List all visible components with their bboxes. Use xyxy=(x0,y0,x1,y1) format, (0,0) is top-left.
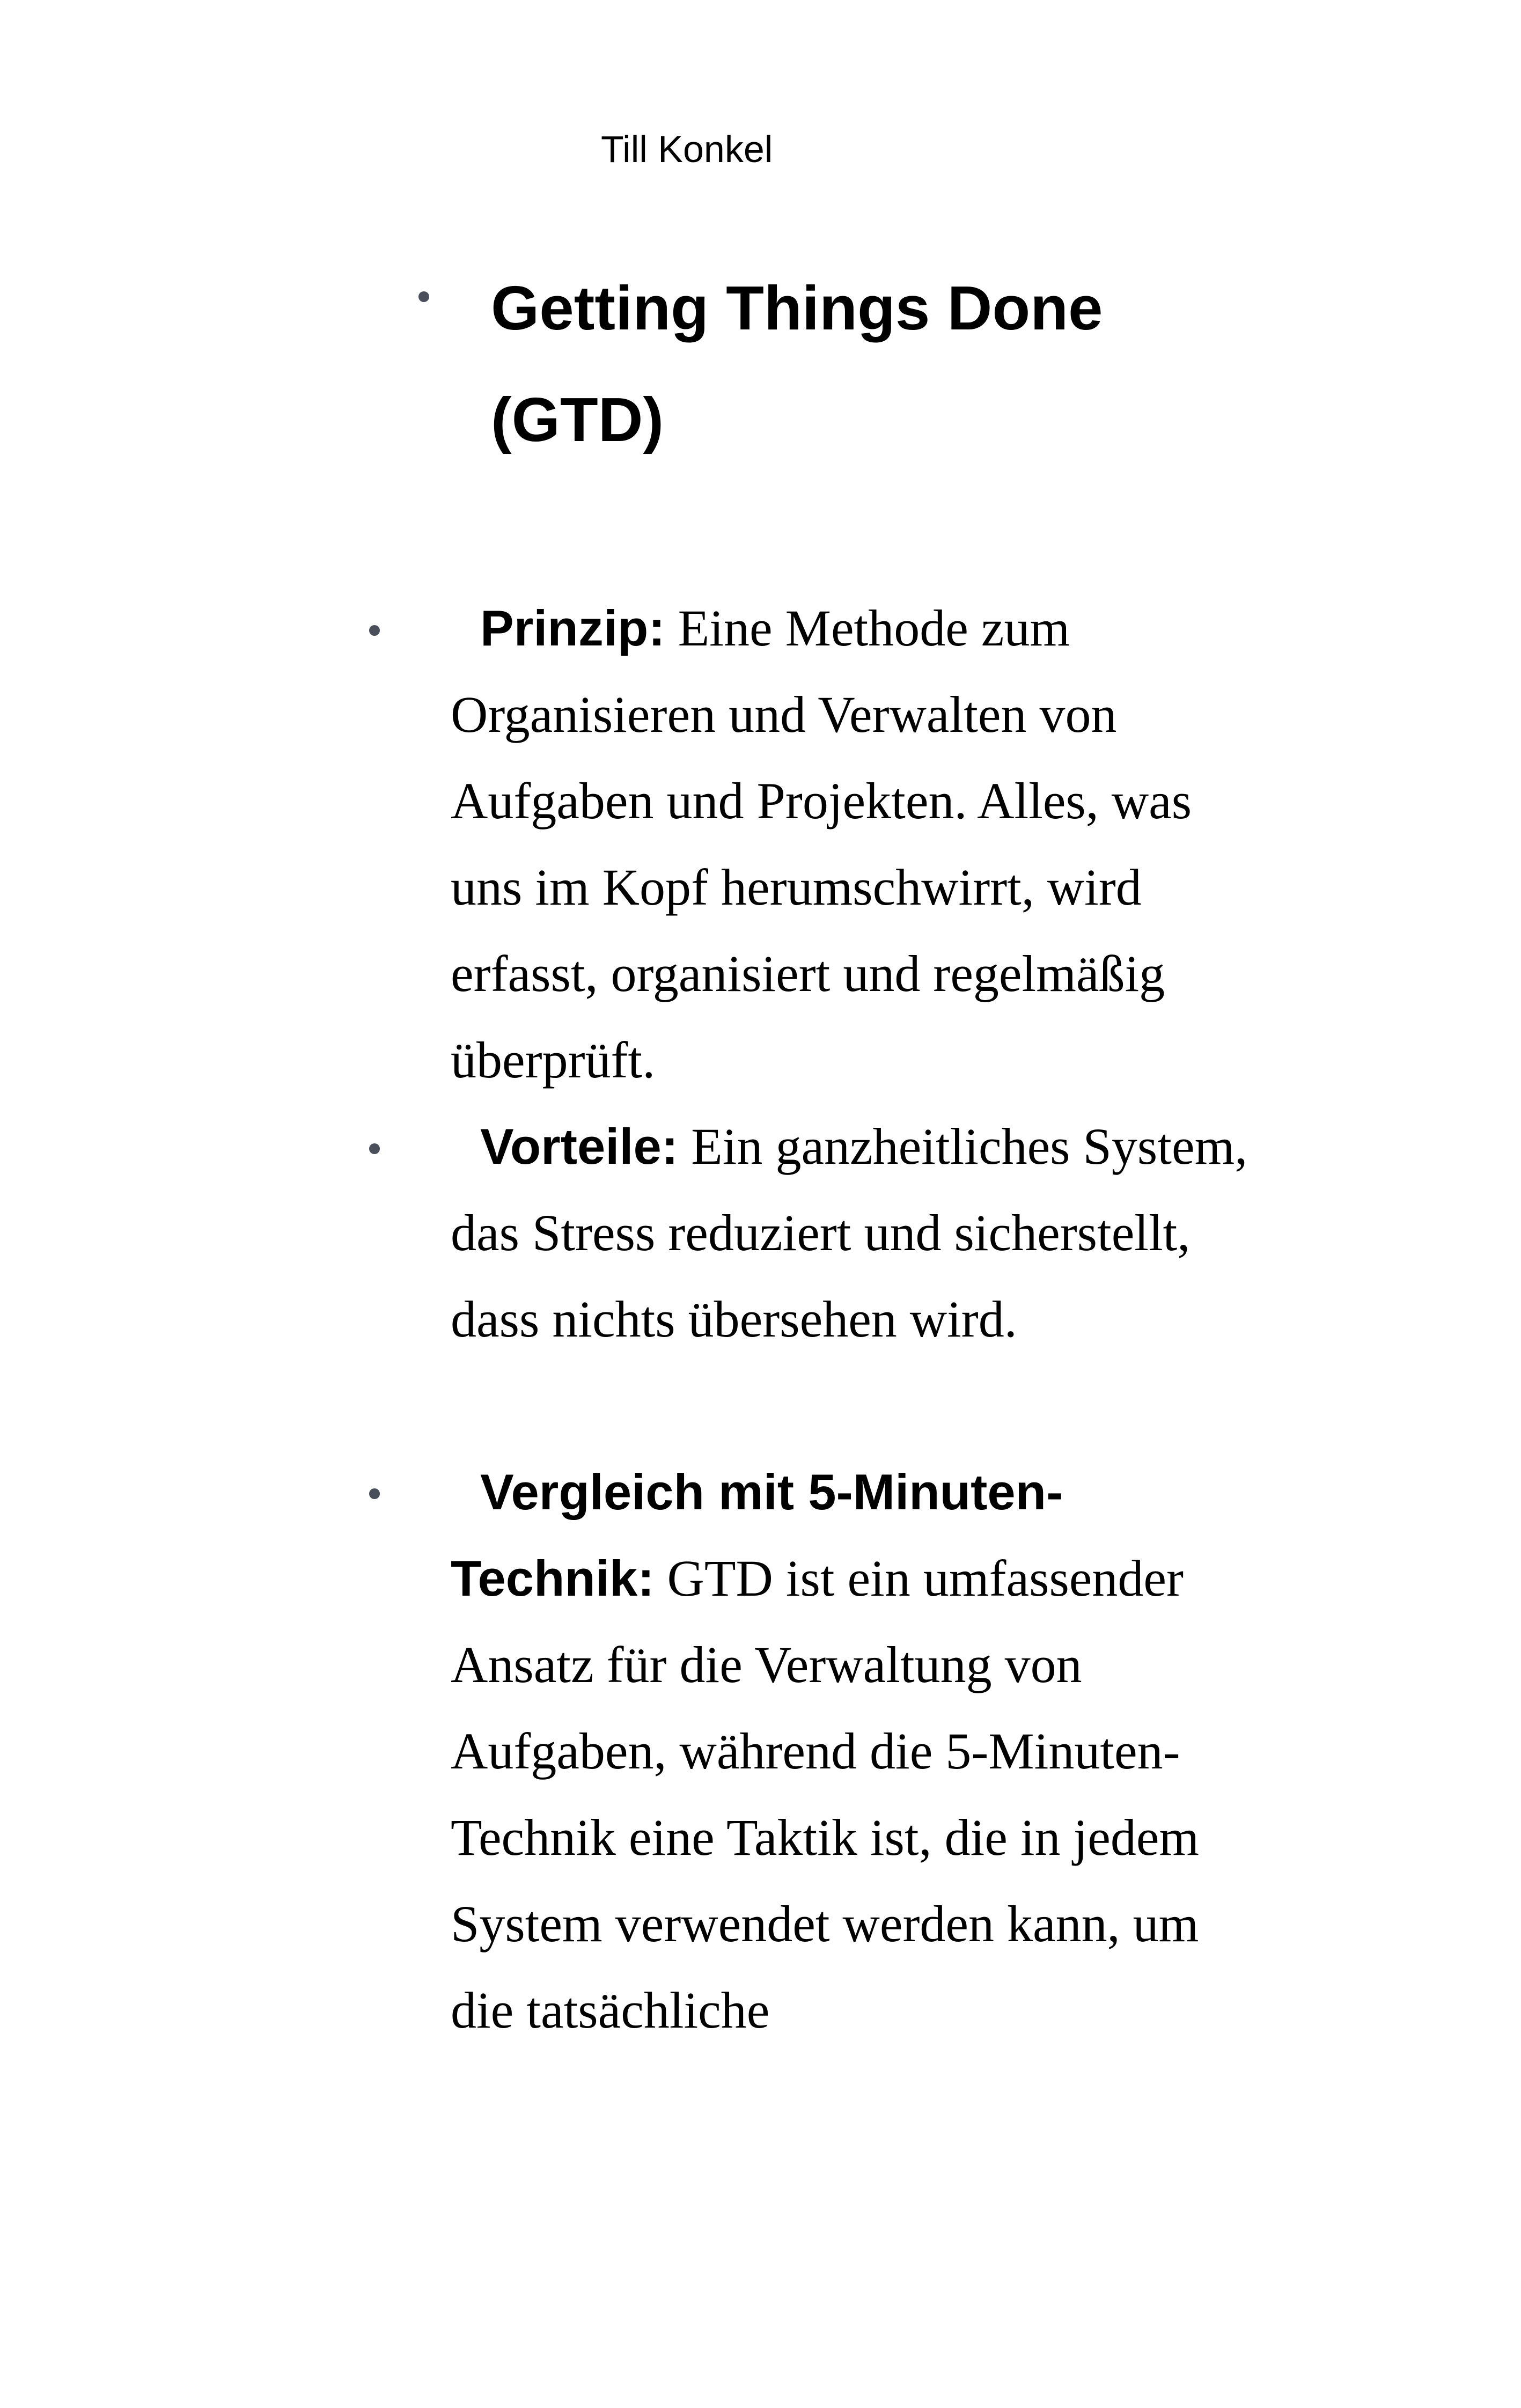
list-item-label: Vorteile: xyxy=(480,1118,679,1174)
list-item-label: Vergleich mit 5-Minuten-Technik: xyxy=(451,1464,1063,1606)
list-item-bullet xyxy=(369,1488,380,1499)
list-item xyxy=(451,585,1255,1103)
list-item xyxy=(451,1103,1255,1362)
list-item-label: Prinzip: xyxy=(480,600,665,656)
author-name: Till Konkel xyxy=(601,128,773,170)
heading-bullet xyxy=(418,291,429,302)
list-item xyxy=(451,1449,1255,2053)
list-item-bullet xyxy=(369,625,380,636)
list-item-text: Ein ganzheitliches System, das Stress reduziert und sicherstellt, dass nichts übersehen wird. xyxy=(451,1118,1248,1348)
section-heading: Getting Things Done (GTD) xyxy=(491,273,1103,454)
list-item-bullet xyxy=(369,1143,380,1154)
list-item-text: Eine Methode zum Organisieren und Verwalten von Aufgaben und Projekten. Alles, was uns im Kopf herumschwirrt, wird erfasst, organisiert und regelmäßig überprüft. xyxy=(451,599,1192,1089)
list-item-text: GTD ist ein umfassender Ansatz für die Verwaltung von Aufgaben, während die 5-Minuten-Technik eine Taktik ist, die in jedem System verwendet werden kann, um die tatsächliche xyxy=(451,1550,1200,2039)
